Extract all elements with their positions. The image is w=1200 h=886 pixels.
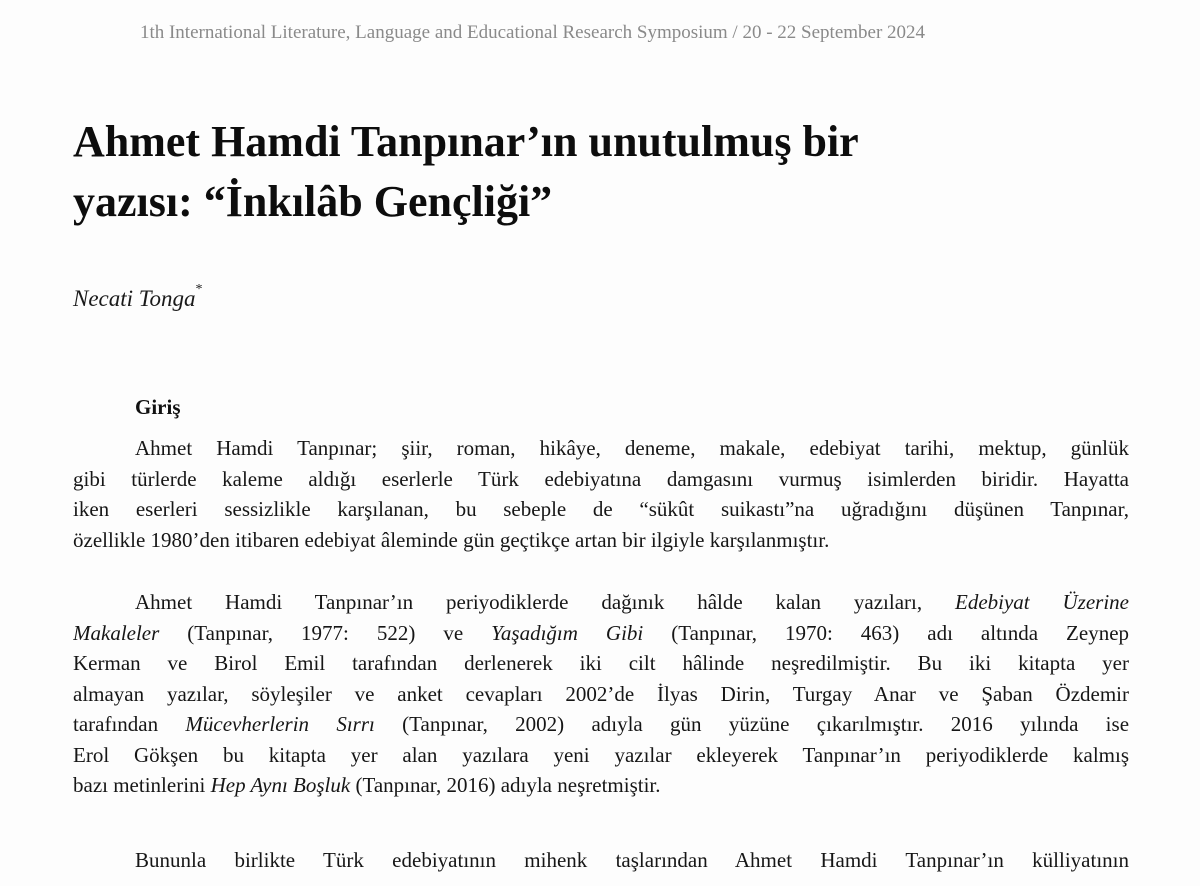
text-run: Ahmet Hamdi Tanpınar’ın periyodiklerde dağınık hâlde kalan yazıları, [135,590,923,614]
book-title: Mücevherlerin Sırrı [185,712,375,736]
text-run: (Tanpınar, 2002) adıyla gün yüzüne çıkarılmıştır. 2016 yılında ise [402,712,1129,736]
paragraph-line [73,770,1129,801]
paragraph-line [73,618,1129,649]
text-run: bazı metinlerini [73,773,206,797]
text-run: (Tanpınar, 1977: 522) ve [187,620,464,645]
paragraph-line: özellikle 1980’den itibaren edebiyat âleminde gün geçtikçe artan bir ilgiyle karşılanmıştır. [73,527,830,552]
text-run: (Tanpınar, 2016) adıyla neşretmiştir. [355,773,661,797]
paragraph-line: iken eserleri sessizlikle karşılanan, bu sebeple de “sükût suikastı”na uğradığını düşünen Tanpınar, [73,497,1129,521]
author [73,282,203,312]
section-heading: Giriş [135,395,181,419]
book-title: Yaşadığım Gibi [491,620,644,645]
book-title: Edebiyat Üzerine [955,590,1129,614]
paragraph-1 [73,433,1129,555]
paper-title-line-1: Ahmet Hamdi Tanpınar’ın unutulmuş bir [73,117,859,166]
paragraph-line: Erol Gökşen bu kitapta yer alan yazılara yeni yazılar ekleyerek Tanpınar’ın periyodiklerde kalmış [73,742,1129,767]
book-title: Makaleler [73,620,160,645]
paper-title [73,112,1133,232]
book-title: Hep Aynı Boşluk [210,773,351,797]
paragraph-3 [73,845,1129,876]
author-footnote-mark: * [195,282,203,297]
paragraph-line: Kerman ve Birol Emil tarafından derlenerek iki cilt hâlinde neşredilmiştir. Bu iki kitapta yer [73,651,1129,675]
text-run: tarafından [73,712,159,736]
paragraph-line: gibi türlerde kaleme aldığı eserlerle Türk edebiyatına damgasını vurmuş isimlerden biridir. Hayatta [73,466,1129,491]
paragraph-line [73,709,1129,740]
paragraph-2 [73,587,1129,801]
text-run: (Tanpınar, 1970: 463) adı altında Zeynep [671,620,1129,645]
paragraph-line: Ahmet Hamdi Tanpınar; şiir, roman, hikâye, deneme, makale, edebiyat tarihi, mektup, günlük [135,436,1129,460]
running-header [0,22,1200,44]
paper-title-line-2: yazısı: “İnkılâb Gençliği” [73,177,553,226]
author-name: Necati Tonga [73,286,196,311]
running-header-text: 1th International Literature, Language and Educational Research Symposium / 20 - 22 September 2024 [139,22,926,43]
paragraph-line [73,587,1129,618]
paragraph-line: almayan yazılar, söyleşiler ve anket cevapları 2002’de İlyas Dirin, Turgay Anar ve Şaban Özdemir [73,681,1129,706]
paragraph-line: Bununla birlikte Türk edebiyatının mihenk taşlarından Ahmet Hamdi Tanpınar’ın külliyatının [135,848,1129,872]
